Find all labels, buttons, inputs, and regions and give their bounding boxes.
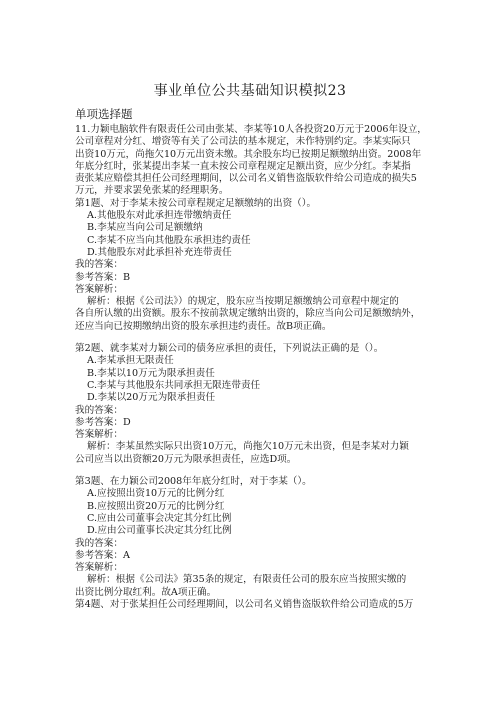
question-stem: 第4题、对于张某担任公司经理期间，以公司名义销售盗版软件给公司造成的5万 — [75, 598, 414, 610]
question-1 — [75, 198, 435, 333]
analysis-label: 答案解析： — [75, 562, 123, 574]
option-c: C.应由公司董事会决定其分红比例 — [87, 512, 232, 524]
option-a: A.应按照出资10万元的比例分红 — [87, 488, 225, 500]
passage-line: 出资10万元，尚拖欠10万元出资未缴。其余股东均已按期足额缴纳出资。2008年 — [75, 148, 422, 160]
question-4 — [75, 599, 435, 611]
analysis-label: 答案解析： — [75, 283, 123, 295]
question-stem: 第2题、就李某对力颖公司的债务应承担的责任，下列说法正确的是（）。 — [75, 343, 384, 355]
reference-answer: 参考答案：A — [75, 549, 130, 561]
analysis-line: 解析：李某虽然实际只出资10万元，尚拖欠10万元未出资，但是李某对力颖 — [87, 441, 409, 453]
document-body — [75, 106, 435, 611]
analysis-line: 解析：根据《公司法》第35条的规定，有限责任公司的股东应当按照实缴的 — [87, 574, 407, 586]
analysis-line: 出资比例分取红利。故A项正确。 — [75, 586, 217, 598]
passage-line: 11.力颖电脑软件有限责任公司由张某、李某等10人各投资20万元于2006年设立， — [75, 124, 427, 135]
analysis-line: 解析：根据《公司法》）的规定，股东应当按期足额缴纳公司章程中规定的 — [87, 296, 399, 308]
option-c: C.李某与其他股东共同承担无限连带责任 — [87, 379, 261, 391]
question-2 — [75, 343, 435, 466]
document-title: 事业单位公共基础知识模拟23 — [153, 83, 347, 99]
analysis-line: 各自所认缴的出资额。股东不按前款规定缴纳出资的，除应当向公司足额缴纳外， — [75, 308, 421, 320]
spacer — [75, 333, 435, 343]
option-d: D.其他股东对此承担补充连带责任 — [87, 246, 232, 258]
option-a: A.李某承担无限责任 — [87, 355, 174, 367]
option-c: C.李某不应当向其他股东承担违约责任 — [87, 234, 251, 246]
section-heading: 单项选择题 — [75, 107, 133, 121]
option-b: B.李某应当向公司足额缴纳 — [87, 222, 203, 234]
spacer — [75, 466, 435, 476]
reference-answer: 参考答案：B — [75, 271, 131, 283]
analysis-label: 答案解析： — [75, 429, 123, 441]
passage-line: 公司章程对分红、增资等有关了公司法的基本规定，未作特别约定。李某实际只 — [75, 136, 411, 148]
analysis-line: 还应当向已按期缴纳出资的股东承担违约责任。故B项正确。 — [75, 320, 332, 332]
passage-line: 责张某应赔偿其担任公司经理期间，以公司名义销售盗版软件给公司造成的损失5 — [75, 173, 417, 185]
option-d: D.李某以20万元为限承担责任 — [87, 392, 216, 404]
option-b: B.应按照出资20万元的比例分红 — [87, 500, 225, 512]
passage-line: 年底分红时，张某提出李某一直未按公司章程规定足额出资，应少分红。李某指 — [75, 160, 411, 172]
case-passage — [75, 124, 435, 198]
question-3 — [75, 476, 435, 599]
question-stem: 第1题、对于李某未按公司章程规定足额缴纳的出资（）。 — [75, 197, 317, 209]
option-a: A.其他股东对此承担连带缴纳责任 — [87, 210, 232, 222]
my-answer-label: 我的答案： — [75, 404, 123, 416]
question-stem: 第3题、在力颖公司2008年年底分红时，对于李某（）。 — [75, 476, 312, 488]
my-answer-label: 我的答案： — [75, 537, 123, 549]
reference-answer: 参考答案：D — [75, 416, 131, 428]
my-answer-label: 我的答案： — [75, 259, 123, 271]
passage-line: 万元，并要求罢免张某的经理职务。 — [75, 185, 229, 197]
option-b: B.李某以10万元为限承担责任 — [87, 367, 215, 379]
option-d: D.应由公司董事长决定其分红比例 — [87, 525, 232, 537]
analysis-line: 公司应当以出资额20万元为限承担责任，应选D项。 — [75, 453, 297, 465]
